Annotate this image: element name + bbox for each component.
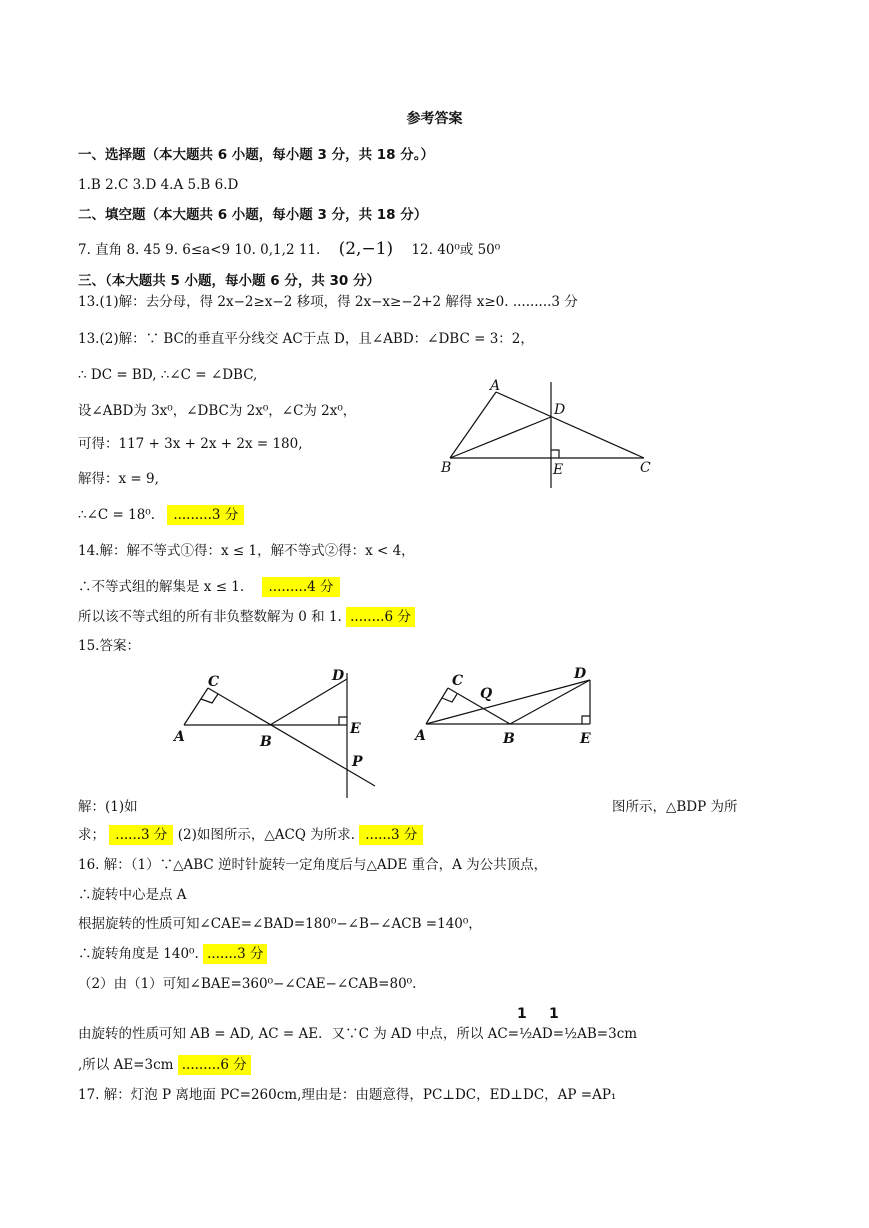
fig15b-right-angle-e [582,716,590,724]
q16-frac-1: 1 [517,1006,527,1022]
q13-2-score: .........3 分 [167,505,244,525]
q16-score2: .........6 分 [178,1055,251,1075]
q13-2-line3: 设∠ABD为 3x⁰，∠DBC为 2x⁰，∠C为 2x⁰， [78,403,357,419]
fig13-label: A [490,378,501,394]
fig15b-label: Q [480,686,493,702]
fig13-right-angle [551,450,559,458]
fig15a-line-bd [270,679,347,725]
q13-2-line1: 13.(2)解：∵ BC的垂直平分线交 AC于点 D，且∠ABD：∠DBC = 3：2， [78,331,534,347]
fig15a-line-cp [208,688,375,786]
q14-line2: ∴不等式组的解集是 x ≤ 1. .........4 分 [78,578,340,596]
section2-answers: 7. 直角 8. 45 9. 6≤a<9 10. 0,1,2 11. (2,−1) 12. 40⁰或 50⁰ [78,239,501,259]
q16-line7: ,所以 AE=3cm .........6 分 [78,1056,251,1074]
q13-1: 13.(1)解：去分母，得 2x−2≥x−2 移项，得 2x−x≥−2+2 解得 x≥0. .........3 分 [78,294,578,310]
q14-line1: 14.解：解不等式①得：x ≤ 1，解不等式②得：x < 4， [78,543,415,559]
fig15a-label: C [208,674,220,690]
fig15b-label: B [503,731,515,747]
fig13-label: B [441,460,452,476]
fig15a-label: A [174,729,185,745]
fig13-label: D [554,402,566,418]
q15-score1: ......3 分 [109,825,173,845]
fig15b-label: E [580,731,591,747]
q15-line1b: 图所示，△BDP 为所 [612,799,738,815]
fig15a-label: B [260,734,272,750]
q15-line2: 求； ......3 分 (2)如图所示，△ACQ 为所求. ......3 分 [78,826,423,844]
q11-answer: (2,−1) [338,239,394,259]
fig15b-line-bd [510,680,590,724]
q13-2-line2: ∴ DC = BD, ∴∠C = ∠DBC, [78,367,258,383]
fig15a-label: D [332,668,345,684]
q16-line2: ∴旋转中心是点 A [78,887,187,903]
fig15a-right-angle-e [339,717,347,725]
section2-header: 二、填空题（本大题共 6 小题，每小题 3 分，共 18 分） [78,207,428,223]
fig15a-line-ac [184,688,208,725]
q16-line3: 根据旋转的性质可知∠CAE=∠BAD=180⁰−∠B−∠ACB =140⁰， [78,916,482,932]
q14-score1: .........4 分 [262,577,339,597]
q13-2-line6: ∴∠C = 18⁰. .........3 分 [78,506,244,524]
fig15b-label: A [415,728,426,744]
q14-score2: ........6 分 [346,607,415,627]
fig13-edge-ac [496,392,644,458]
page-title: 参考答案 [406,111,463,127]
q16-line6: 由旋转的性质可知 AB = AD, AC = AE．又∵C 为 AD 中点，所以 AC=½AD=½AB=3cm [78,1026,638,1042]
q13-2-line4: 可得：117 + 3x + 2x + 2x = 180, [78,436,303,452]
q15-head: 15.答案： [78,638,140,654]
q16-line1: 16. 解：（1）∵△ABC 逆时针旋转一定角度后与△ADE 重合，A 为公共顶点， [78,857,548,873]
q16-line5: （2）由（1）可知∠BAE=360⁰−∠CAE−∠CAB=80⁰. [78,976,417,992]
q17-line1: 17. 解：灯泡 P 离地面 PC=260cm,理由是：由题意得，PC⊥DC，ED⊥DC，AP =AP₁ [78,1087,617,1103]
fig13-edge-bd [450,417,551,458]
section1-answers: 1.B 2.C 3.D 4.A 5.B 6.D [78,177,239,193]
q12-answer: 12. 40⁰或 50⁰ [411,242,501,258]
fig15b-label: D [574,666,587,682]
section1-header: 一、选择题（本大题共 6 小题，每小题 3 分，共 18 分。） [78,147,435,163]
q16-line4: ∴旋转角度是 140⁰. .......3 分 [78,945,267,963]
fig15a-label: P [352,754,363,770]
fig13-label: E [553,462,564,478]
fig13-label: C [640,460,651,476]
section3-header: 三、（本大题共 5 小题，每小题 6 分，共 30 分） [78,273,381,289]
fig15b-line-cb [448,688,510,724]
q14-line3: 所以该不等式组的所有非负整数解为 0 和 1. ........6 分 [78,608,415,626]
fig15a-label: E [350,721,361,737]
q15-line1a: 解：(1)如 [78,799,138,815]
q15-score2: ......3 分 [359,825,423,845]
q16-frac-2: 1 [549,1006,559,1022]
fig15b [410,664,610,750]
q13-2-line5: 解得：x = 9, [78,471,159,487]
fig15a [170,666,385,802]
fig13-triangle [438,376,658,490]
q16-score1: .......3 分 [203,944,267,964]
fig15b-label: C [452,673,464,689]
